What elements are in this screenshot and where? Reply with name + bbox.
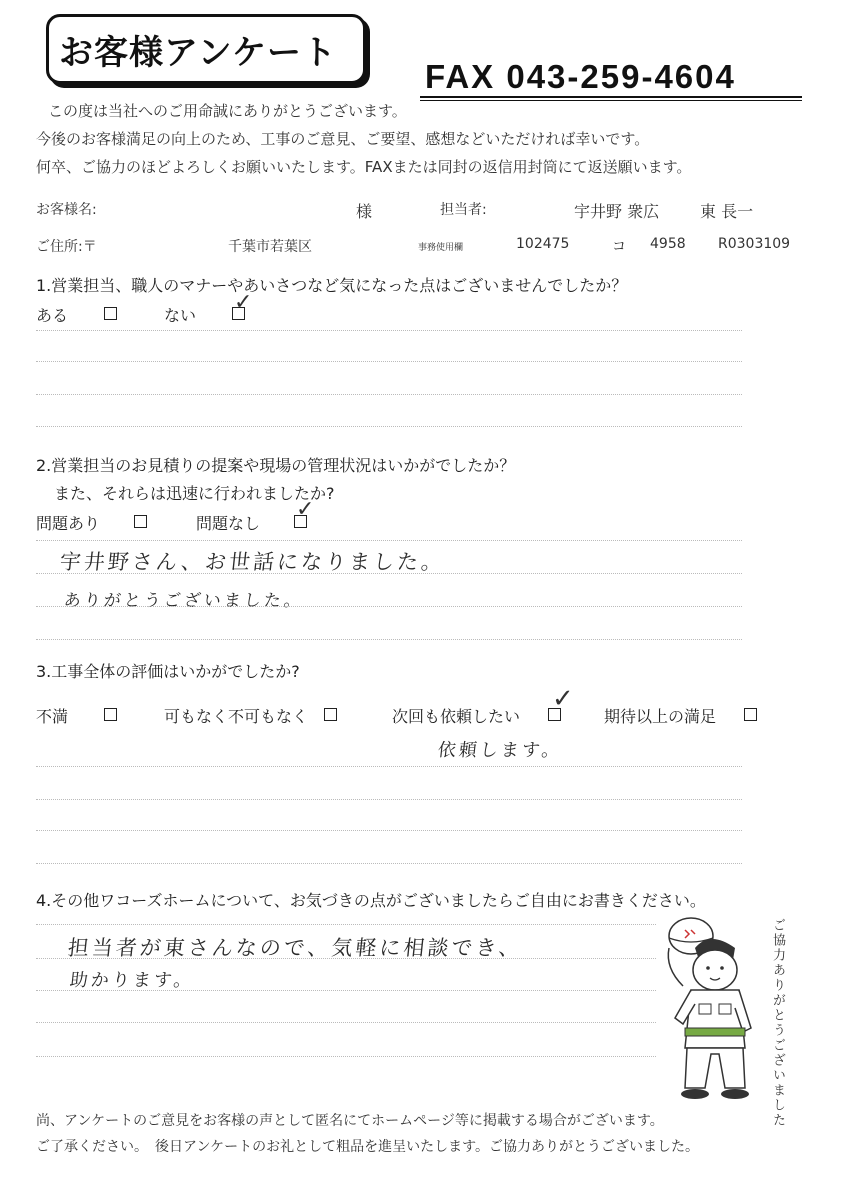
writing-line [36,958,656,959]
writing-line [36,394,742,395]
q2-handwritten-answer-1: 宇井野さん、お世話になりました。 [58,550,447,574]
checkbox-icon[interactable] [104,307,117,320]
q2-question-line2: また、それらは迅速に行われましたか? [54,484,335,503]
checkbox-icon[interactable] [134,515,147,528]
checkbox-icon[interactable] [744,708,757,721]
writing-line [36,573,742,574]
staff-name-2: 東 長一 [700,202,754,221]
writing-line [36,863,742,864]
writing-line [36,1022,656,1023]
writing-line [36,924,656,925]
q2-question: 2.営業担当のお見積りの提案や現場の管理状況はいかがでしたか？ [36,456,516,475]
q3-option-dissatisfied: 不満 [36,707,69,726]
q1-question: 1.営業担当、職人のマナーやあいさつなど気になった点はございませんでしたか？ [36,276,628,295]
q2-option-no-problem: 問題なし [196,514,261,533]
office-code-3: 4958 [650,236,686,252]
writing-line [36,1056,656,1057]
checkmark-icon: ✓ [296,497,315,522]
footer-line-2: ご了承ください。 後日アンケートのお礼として粗品を進呈いたします。ご協力ありがとうございました。 [36,1139,700,1155]
intro-line-1: この度は当社へのご用命誠にありがとうございます。 [48,102,407,120]
staff-names: 宇井野 衆広 [574,202,660,221]
side-thank-you-note: ご協力ありがとうございました [770,918,785,1128]
q2-handwritten-answer-2: ありがとうございました。 [62,591,305,611]
honorific: 様 [356,202,373,221]
office-use-label: 事務使用欄 [418,243,464,253]
office-code-2: コ [612,239,626,255]
intro-line-2: 今後のお客様満足の向上のため、工事のご意見、ご要望、感想などいただければ幸いです。 [36,130,650,148]
q3-option-request-again: 次回も依頼したい [392,707,521,726]
customer-name-label: お客様名: [36,202,97,218]
fax-number: FAX 043-259-4604 [425,58,736,95]
q3-handwritten-answer: 依頼します。 [436,740,564,761]
q1-option-nai: ない [164,306,197,325]
writing-line [36,799,742,800]
page-title: お客様アンケート [59,33,337,73]
checkbox-icon[interactable] [104,708,117,721]
writing-line [36,830,742,831]
writing-line [36,361,742,362]
intro-line-3: 何卒、ご協力のほどよろしくお願いいたします。FAXまたは同封の返信用封筒にて返送願います。 [36,158,692,176]
q3-option-neutral: 可もなく不可もなく [164,707,309,726]
office-code-1: 102475 [516,236,570,252]
q3-question: 3.工事全体の評価はいかがでしたか? [36,662,300,681]
writing-line [36,606,742,607]
footer-line-1: 尚、アンケートのご意見をお客様の声として匿名にてホームページ等に掲載する場合がございます。 [36,1113,664,1129]
writing-line [36,330,742,331]
q4-question: 4.その他ワコーズホームについて、お気づきの点がございましたらご自由にお書きください。 [36,891,706,910]
q3-option-exceeded: 期待以上の満足 [604,707,717,726]
checkmark-icon: ✓ [234,290,253,315]
writing-line [36,766,742,767]
checkmark-icon: ✓ [552,684,574,714]
q4-handwritten-answer-2: 助かります。 [68,970,196,991]
staff-label: 担当者: [440,202,487,218]
writing-line [36,639,742,640]
address-label: ご住所:〒 [36,239,97,255]
q1-option-aru: ある [36,306,69,325]
title-box [46,14,366,84]
writing-line [36,426,742,427]
fax-underline [420,96,802,98]
q4-handwritten-answer-1: 担当者が東さんなので、気軽に相談でき、 [66,936,524,960]
writing-line [36,990,656,991]
office-code-4: R0303109 [718,236,791,252]
q2-option-problem: 問題あり [36,514,101,533]
writing-line [36,540,742,541]
fax-underline-thin [420,100,802,101]
worker-mascot-illustration [655,908,765,1108]
checkbox-icon[interactable] [324,708,337,721]
address-value: 千葉市若葉区 [228,239,312,255]
